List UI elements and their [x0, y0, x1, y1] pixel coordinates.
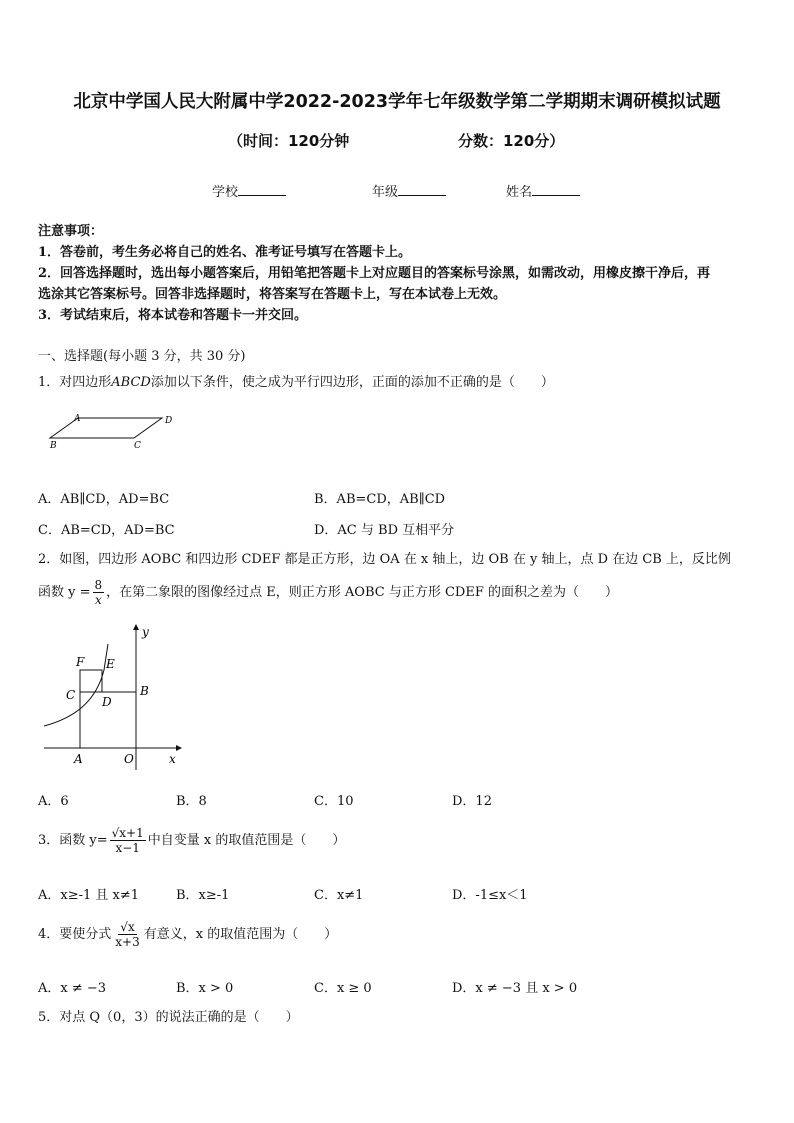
page-title: 北京中学国人民大附属中学2022-2023学年七年级数学第二学期期末调研模拟试题 [73, 92, 721, 112]
name-label: 姓名 [506, 185, 533, 200]
q2-line2-post: ，在第二象限的图像经过点 E，则正方形 AOBC 与正方形 CDEF 的面积之差为（ ） [106, 584, 618, 600]
parallelogram-figure [40, 410, 180, 452]
q4-option-a[interactable]: A．x ≠ −3 [38, 981, 107, 996]
note-item: 3．考试结束后，将本试卷和答题卡一并交回。 [38, 308, 308, 323]
figure-label: B [140, 684, 149, 698]
q2-frac-num: 8 [94, 578, 103, 592]
square-hyperbola-figure [38, 622, 188, 772]
q2-option-a[interactable]: A．6 [38, 794, 69, 809]
q4-option-c[interactable]: C．x ≥ 0 [314, 981, 372, 996]
figure-label: D [102, 695, 112, 709]
q4-frac-num: √x [120, 920, 135, 934]
question-1-stem [38, 373, 554, 393]
q4-stem-pre: 4．要使分式 [38, 926, 112, 942]
figure-label: C [134, 441, 141, 451]
note-item: 1．答卷前，考生务必将自己的姓名、准考证号填写在答题卡上。 [38, 245, 412, 260]
axis-label-y: y [142, 625, 149, 639]
figure-label: A [74, 414, 81, 424]
question-4-stem [38, 920, 337, 949]
exam-score: 分数：120分） [458, 132, 565, 150]
q3-stem-pre: 3．函数 y= [38, 832, 108, 848]
q2-line2-pre: 函数 y = [38, 584, 91, 600]
q1-stem-pre: 1．对四边形 [38, 375, 112, 390]
figure-label: F [76, 655, 85, 669]
q3-fraction [110, 826, 146, 855]
notes-heading: 注意事项： [38, 224, 104, 239]
q1-stem-post: 添加以下条件，使之成为平行四边形，正面的添加不正确的是（ ） [150, 375, 554, 390]
q2-option-b[interactable]: B．8 [176, 794, 207, 809]
grade-label: 年级 [372, 185, 399, 200]
q3-frac-num: √x+1 [111, 826, 144, 840]
q2-option-d[interactable]: D．12 [452, 794, 492, 809]
q1-option-a[interactable]: A．AB∥CD，AD=BC [38, 492, 170, 507]
question-3-stem [38, 826, 345, 855]
q3-frac-den: x−1 [115, 841, 140, 855]
figure-label: C [66, 688, 76, 702]
q4-frac-den: x+3 [115, 935, 140, 949]
grade-field[interactable] [372, 181, 446, 200]
q4-option-b[interactable]: B．x > 0 [176, 981, 234, 996]
q3-option-a[interactable]: A．x≥-1 且 x≠1 [38, 888, 140, 903]
q2-frac-den: x [94, 593, 102, 607]
q2-fraction [93, 578, 105, 607]
q2-option-c[interactable]: C．10 [314, 794, 354, 809]
note-item: 2．回答选择题时，选出每小题答案后，用铅笔把答题卡上对应题目的答案标号涂黑，如需改动，用橡皮擦干净后，再 [38, 266, 711, 281]
question-5-stem: 5．对点 Q（0，3）的说法正确的是（ ） [38, 1010, 299, 1025]
note-item: 选涂其它答案标号。回答非选择题时，将答案写在答题卡上，写在本试卷上无效。 [38, 287, 507, 302]
q4-fraction [113, 920, 141, 949]
school-label: 学校 [212, 185, 239, 200]
figure-label: D [165, 416, 173, 426]
name-field[interactable] [506, 181, 580, 200]
section-heading: 一、选择题(每小题 3 分，共 30 分) [38, 349, 246, 364]
figure-label: E [106, 657, 115, 671]
figure-label: A [74, 752, 83, 766]
q1-option-d[interactable]: D．AC 与 BD 互相平分 [314, 523, 455, 538]
q4-stem-post: 有意义，x 的取值范围为（ ） [143, 926, 338, 942]
name-blank[interactable] [532, 183, 580, 196]
question-2-line1: 2．如图，四边形 AOBC 和四边形 CDEF 都是正方形，边 OA 在 x 轴上，边 OB 在 y 轴上，点 D 在边 CB 上，反比例 [38, 552, 731, 567]
q1-option-b[interactable]: B．AB=CD，AB∥CD [314, 492, 446, 507]
question-2-line2 [38, 578, 618, 607]
figure-label: B [50, 441, 57, 451]
axis-label-x: x [169, 752, 176, 766]
q3-option-b[interactable]: B．x≥-1 [176, 888, 230, 903]
q1-option-c[interactable]: C．AB=CD，AD=BC [38, 523, 175, 538]
grade-blank[interactable] [398, 183, 446, 196]
figure-label: O [124, 752, 134, 766]
q3-option-d[interactable]: D．-1≤x＜1 [452, 888, 528, 903]
school-blank[interactable] [238, 183, 286, 196]
q3-option-c[interactable]: C．x≠1 [314, 888, 364, 903]
exam-time: （时间：120分钟 [228, 132, 350, 150]
q1-stem-var: ABCD [111, 375, 151, 390]
q3-stem-post: 中自变量 x 的取值范围是（ ） [147, 832, 346, 848]
q4-option-d[interactable]: D．x ≠ −3 且 x > 0 [452, 981, 578, 996]
school-field[interactable] [212, 181, 286, 200]
